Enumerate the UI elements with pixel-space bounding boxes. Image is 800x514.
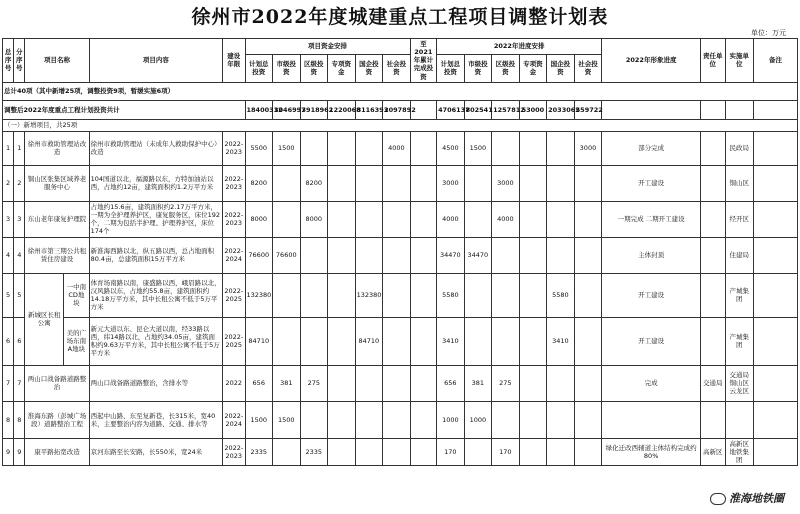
total-row xyxy=(3,100,798,119)
cell-city: 381 xyxy=(273,365,301,401)
cell-soe: 132380 xyxy=(355,273,383,317)
cell-resp xyxy=(701,201,725,237)
cell-sub: 3 xyxy=(14,201,25,237)
cell-sub: 5 xyxy=(14,273,25,317)
cell-p-soe xyxy=(547,365,575,401)
cell-district xyxy=(300,237,328,273)
cell-p-total: 1000 xyxy=(437,401,465,438)
page-title: 徐州市2022年度城建重点工程项目调整计划表 xyxy=(191,6,609,28)
cell-district: 8200 xyxy=(300,165,328,201)
cell-remarks xyxy=(754,273,798,317)
cell-district: 275 xyxy=(300,365,328,401)
cell-city xyxy=(273,165,301,201)
total-p-special: 53000 xyxy=(519,100,547,119)
cell-p-district xyxy=(492,273,520,317)
cell-soe xyxy=(355,131,383,165)
cell-period: 2022-2024 xyxy=(223,237,245,273)
cell-p-city: 34470 xyxy=(464,237,492,273)
table-row xyxy=(3,273,798,317)
cell-social xyxy=(383,401,411,438)
cell-p-social xyxy=(574,438,602,465)
group-label: 新城区长租公寓 xyxy=(25,273,64,365)
cell-p-soe: 5580 xyxy=(547,273,575,317)
cell-period: 2022-2023 xyxy=(223,201,245,237)
cell-p-city: 1000 xyxy=(464,401,492,438)
cell-sub: 9 xyxy=(14,438,25,465)
table-row xyxy=(3,438,798,465)
cell-social xyxy=(383,365,411,401)
cell-cum2021 xyxy=(410,131,436,165)
cell-district xyxy=(300,317,328,365)
cell-city: 76600 xyxy=(273,237,301,273)
header-p-district: 区级投资 xyxy=(492,54,520,82)
cell-seq: 6 xyxy=(3,317,14,365)
header-p-total: 计划总投资 xyxy=(437,54,465,82)
cell-city xyxy=(273,201,301,237)
cell-p-city xyxy=(464,317,492,365)
cell-period: 2022-2025 xyxy=(223,273,245,317)
cell-remarks xyxy=(754,317,798,365)
header-impl-unit: 实施单位 xyxy=(725,39,754,83)
header-p-city: 市级投资 xyxy=(464,54,492,82)
cell-p-total: 34470 xyxy=(437,237,465,273)
cell-cum2021 xyxy=(410,317,436,365)
cell-p-special xyxy=(519,237,547,273)
watermark xyxy=(710,490,784,506)
cell-p-total: 3000 xyxy=(437,165,465,201)
cell-special xyxy=(328,165,356,201)
cell-p-city: 381 xyxy=(464,365,492,401)
cell-p-special xyxy=(519,401,547,438)
cell-cum2021 xyxy=(410,201,436,237)
header-remarks: 备注 xyxy=(754,39,798,83)
cell-p-special xyxy=(519,273,547,317)
cell-seq: 2 xyxy=(3,165,14,201)
total-soe: 8116393 xyxy=(355,100,383,119)
header-seq-cat: 分序号 xyxy=(14,39,25,83)
cell-sub: 6 xyxy=(14,317,25,365)
cell-name: 一中南CD地块 xyxy=(64,273,89,317)
total-p-city: 802541 xyxy=(464,100,492,119)
table-row xyxy=(3,165,798,201)
header-p-special: 专项资金 xyxy=(519,54,547,82)
header-p-social: 社会投资 xyxy=(574,54,602,82)
header-content: 项目内容 xyxy=(89,39,223,83)
total-p-social: 559722 xyxy=(574,100,602,119)
cell-content: 占地约15.6亩，建筑面积约2.17万平方米，一期为全护理养护区，康复服务区，床位192个，二期为包括半护理、护理养护区，床位174个 xyxy=(89,201,223,237)
cell-impl: 交通局 铜山区 云龙区 xyxy=(725,365,754,401)
cell-content: 徐州市救助管理站（未成年人救助保护中心）改造 xyxy=(89,131,223,165)
cell-p-special xyxy=(519,365,547,401)
cell-remarks xyxy=(754,365,798,401)
cell-content: 体育场南路以南，康盛路以西，峨眉路以北，汉风路以东，占地约55.8亩，建筑面积约14.18万平方米，其中长租公寓不低于5万平方米 xyxy=(89,273,223,317)
cell-content: 两山口战备路道路整治，含排水等 xyxy=(89,365,223,401)
table-row xyxy=(3,317,798,365)
cell-p-special xyxy=(519,131,547,165)
cell-seq: 8 xyxy=(3,401,14,438)
cell-sub: 1 xyxy=(14,131,25,165)
cell-impl: 铜山区 xyxy=(725,165,754,201)
cell-planned-total: 76600 xyxy=(245,237,273,273)
cell-period: 2022-2023 xyxy=(223,438,245,465)
cell-remarks xyxy=(754,165,798,201)
cell-social xyxy=(383,317,411,365)
cell-p-total: 4500 xyxy=(437,131,465,165)
cell-seq: 1 xyxy=(3,131,14,165)
cell-resp: 交通局 xyxy=(701,365,725,401)
cell-district: 8000 xyxy=(300,201,328,237)
cell-progress: 开工建设 xyxy=(602,317,701,365)
header-planned-total: 计划总投资 xyxy=(245,54,273,82)
cell-resp xyxy=(701,273,725,317)
cell-resp xyxy=(701,131,725,165)
table-row xyxy=(3,237,798,273)
cell-p-soe: 3410 xyxy=(547,317,575,365)
cell-content: 西起中山路、东至复新巷，长315米，宽40米，主要整治内容为道路、交通、排水等 xyxy=(89,401,223,438)
cell-special xyxy=(328,237,356,273)
cell-planned-total: 132380 xyxy=(245,273,273,317)
cell-period: 2022 xyxy=(223,365,245,401)
cell-planned-total: 656 xyxy=(245,365,273,401)
cell-planned-total: 5500 xyxy=(245,131,273,165)
cell-sub: 2 xyxy=(14,165,25,201)
unit-label: 单位：万元 xyxy=(751,29,786,37)
cell-name: 铜山区张集区域养老服务中心 xyxy=(25,165,89,201)
cell-impl: 住建局 xyxy=(725,237,754,273)
cell-p-city: 1500 xyxy=(464,131,492,165)
cell-p-social xyxy=(574,237,602,273)
cell-p-social xyxy=(574,201,602,237)
project-table xyxy=(2,38,798,466)
cell-social xyxy=(383,165,411,201)
cell-content: 新淮海西路以北，纵五路以西，总占地面积80.4亩，总建筑面积15万平方米 xyxy=(89,237,223,273)
cell-p-total: 4000 xyxy=(437,201,465,237)
cell-p-special xyxy=(519,201,547,237)
cell-p-social xyxy=(574,401,602,438)
cell-p-soe xyxy=(547,201,575,237)
cell-remarks xyxy=(754,401,798,438)
cell-impl xyxy=(725,401,754,438)
cell-remarks xyxy=(754,131,798,165)
cell-p-special xyxy=(519,165,547,201)
cell-seq: 5 xyxy=(3,273,14,317)
cell-progress: 一期完成 二期开工建设 xyxy=(602,201,701,237)
cell-soe xyxy=(355,438,383,465)
section-row: （一）新增项目，共25项 xyxy=(3,119,798,131)
table-row xyxy=(3,201,798,237)
cell-special xyxy=(328,131,356,165)
cell-period: 2022-2023 xyxy=(223,165,245,201)
cell-progress xyxy=(602,401,701,438)
summary-row: 总计40项（其中新增25项，调整投资9项，暂缓实施6项） xyxy=(3,82,798,100)
cell-content: 新元大道以东、昆仑大道以南，经33路以西，纬14路以北，占地约34.05亩，建筑面积约9.63万平方米，其中长租公寓不低于5万平方米 xyxy=(89,317,223,365)
cell-p-total: 3410 xyxy=(437,317,465,365)
cell-seq: 3 xyxy=(3,201,14,237)
header-special: 专项资金 xyxy=(328,54,356,82)
header-city: 市级投资 xyxy=(273,54,301,82)
cell-p-social xyxy=(574,317,602,365)
cell-p-city xyxy=(464,165,492,201)
cell-social xyxy=(383,237,411,273)
header-name: 项目名称 xyxy=(25,39,89,83)
table-row xyxy=(3,365,798,401)
cell-p-soe xyxy=(547,237,575,273)
header-funds-group: 项目资金安排 xyxy=(245,39,410,55)
cell-city xyxy=(273,273,301,317)
cell-content: 京河东路至长安路，长550米，宽24米 xyxy=(89,438,223,465)
cell-progress: 开工建设 xyxy=(602,165,701,201)
cell-resp: 高新区 xyxy=(701,438,725,465)
cell-social xyxy=(383,201,411,237)
cell-progress: 开工建设 xyxy=(602,273,701,317)
cell-p-city xyxy=(464,438,492,465)
cell-progress: 完成 xyxy=(602,365,701,401)
header-resp-unit: 责任单位 xyxy=(701,39,725,83)
cell-p-total: 170 xyxy=(437,438,465,465)
cell-name: 东山老年康复护理院 xyxy=(25,201,89,237)
cell-name: 徐州市救助管理站改造 xyxy=(25,131,89,165)
cell-p-city xyxy=(464,201,492,237)
header-image-progress: 2022年形象进度 xyxy=(602,39,701,83)
cell-p-soe xyxy=(547,165,575,201)
cell-special xyxy=(328,438,356,465)
total-p-soe: 2033062 xyxy=(547,100,575,119)
cell-p-social: 3000 xyxy=(574,131,602,165)
cell-period: 2022-2024 xyxy=(223,401,245,438)
cell-period: 2022-2025 xyxy=(223,317,245,365)
cell-special xyxy=(328,317,356,365)
cell-p-district xyxy=(492,401,520,438)
cell-planned-total: 84710 xyxy=(245,317,273,365)
header-cum2021: 至2021年累计完成投资 xyxy=(410,39,436,83)
cell-city xyxy=(273,438,301,465)
cell-name: 康平路拓宽改造 xyxy=(25,438,89,465)
cell-soe xyxy=(355,365,383,401)
cell-remarks xyxy=(754,237,798,273)
cell-district xyxy=(300,131,328,165)
cell-progress: 部分完成 xyxy=(602,131,701,165)
cell-special xyxy=(328,201,356,237)
cell-cum2021 xyxy=(410,273,436,317)
total-district: 3918962 xyxy=(300,100,328,119)
total-city: 3046997 xyxy=(273,100,301,119)
cell-p-special xyxy=(519,317,547,365)
watermark-text: 淮海地铁圈 xyxy=(729,492,784,505)
wechat-icon xyxy=(710,493,726,505)
cell-special xyxy=(328,365,356,401)
cell-special xyxy=(328,401,356,438)
cell-planned-total: 8000 xyxy=(245,201,273,237)
total-social: 2097892 xyxy=(383,100,411,119)
cell-social xyxy=(383,273,411,317)
cell-planned-total: 8200 xyxy=(245,165,273,201)
cell-city: 1500 xyxy=(273,401,301,438)
cell-soe xyxy=(355,165,383,201)
cell-soe xyxy=(355,201,383,237)
cell-period: 2022-2023 xyxy=(223,131,245,165)
cell-resp xyxy=(701,317,725,365)
cell-social xyxy=(383,438,411,465)
cell-p-district: 3000 xyxy=(492,165,520,201)
cell-cum2021 xyxy=(410,165,436,201)
cell-district xyxy=(300,273,328,317)
cell-seq: 7 xyxy=(3,365,14,401)
cell-p-special xyxy=(519,438,547,465)
cell-p-soe xyxy=(547,438,575,465)
cell-p-district xyxy=(492,317,520,365)
cell-name: 徐州市第三期公共租赁住房建设 xyxy=(25,237,89,273)
cell-seq: 9 xyxy=(3,438,14,465)
table-row xyxy=(3,401,798,438)
cell-p-social xyxy=(574,365,602,401)
cell-name: 美的广场东南A地块 xyxy=(64,317,89,365)
cell-sub: 7 xyxy=(14,365,25,401)
cell-district xyxy=(300,401,328,438)
cell-impl: 产城集团 xyxy=(725,317,754,365)
cell-content: 104国道以北，福源路以东，方特加油站以西，占地约12亩，建筑面积约1.2万平方米 xyxy=(89,165,223,201)
cell-p-total: 5580 xyxy=(437,273,465,317)
cell-soe: 84710 xyxy=(355,317,383,365)
cell-p-district: 170 xyxy=(492,438,520,465)
cell-name: 两山口战备路道路整治 xyxy=(25,365,89,401)
header-seq-total: 总序号 xyxy=(3,39,14,83)
header-district: 区级投资 xyxy=(300,54,328,82)
cell-p-social xyxy=(574,165,602,201)
header-progress-group: 2022年进度安排 xyxy=(437,39,602,55)
cell-special xyxy=(328,273,356,317)
cell-impl: 高新区 地铁集团 xyxy=(725,438,754,465)
cell-city xyxy=(273,317,301,365)
header-period: 建设年限 xyxy=(223,39,245,83)
cell-p-district: 275 xyxy=(492,365,520,401)
total-special: 1220068 xyxy=(328,100,356,119)
cell-resp xyxy=(701,165,725,201)
cell-district: 2335 xyxy=(300,438,328,465)
total-p-district: 1257812 xyxy=(492,100,520,119)
cell-sub: 8 xyxy=(14,401,25,438)
cell-p-soe xyxy=(547,401,575,438)
header-soe: 国企投资 xyxy=(355,54,383,82)
cell-impl: 民政局 xyxy=(725,131,754,165)
cell-p-social xyxy=(574,273,602,317)
cell-seq: 4 xyxy=(3,237,14,273)
cell-cum2021 xyxy=(410,237,436,273)
total-label: 调整后2022年度重点工程计划投资共计 xyxy=(3,100,246,119)
cell-planned-total: 2335 xyxy=(245,438,273,465)
cell-soe xyxy=(355,237,383,273)
cell-cum2021 xyxy=(410,401,436,438)
cell-impl: 经开区 xyxy=(725,201,754,237)
cell-resp xyxy=(701,401,725,438)
cell-p-total: 656 xyxy=(437,365,465,401)
cell-impl: 产城集团 xyxy=(725,273,754,317)
cell-progress: 主体封顶 xyxy=(602,237,701,273)
cell-p-district: 4000 xyxy=(492,201,520,237)
cell-city: 1500 xyxy=(273,131,301,165)
header-p-soe: 国企投资 xyxy=(547,54,575,82)
cell-cum2021 xyxy=(410,365,436,401)
cell-resp xyxy=(701,237,725,273)
cell-progress: 绿化迁改西辅道主体结构完成约80% xyxy=(602,438,701,465)
cell-p-soe xyxy=(547,131,575,165)
cell-remarks xyxy=(754,201,798,237)
header-social: 社会投资 xyxy=(383,54,411,82)
cell-p-district xyxy=(492,237,520,273)
table-row xyxy=(3,131,798,165)
cell-social: 4000 xyxy=(383,131,411,165)
cell-planned-total: 1500 xyxy=(245,401,273,438)
cell-remarks xyxy=(754,438,798,465)
cell-p-city xyxy=(464,273,492,317)
cell-name: 淮海东路（彭城广场段）道路整治工程 xyxy=(25,401,89,438)
cell-soe xyxy=(355,401,383,438)
total-p-total: 4706137 xyxy=(437,100,465,119)
cell-sub: 4 xyxy=(14,237,25,273)
total-planned-total: 18400312 xyxy=(245,100,273,119)
cell-p-district xyxy=(492,131,520,165)
cell-cum2021 xyxy=(410,438,436,465)
